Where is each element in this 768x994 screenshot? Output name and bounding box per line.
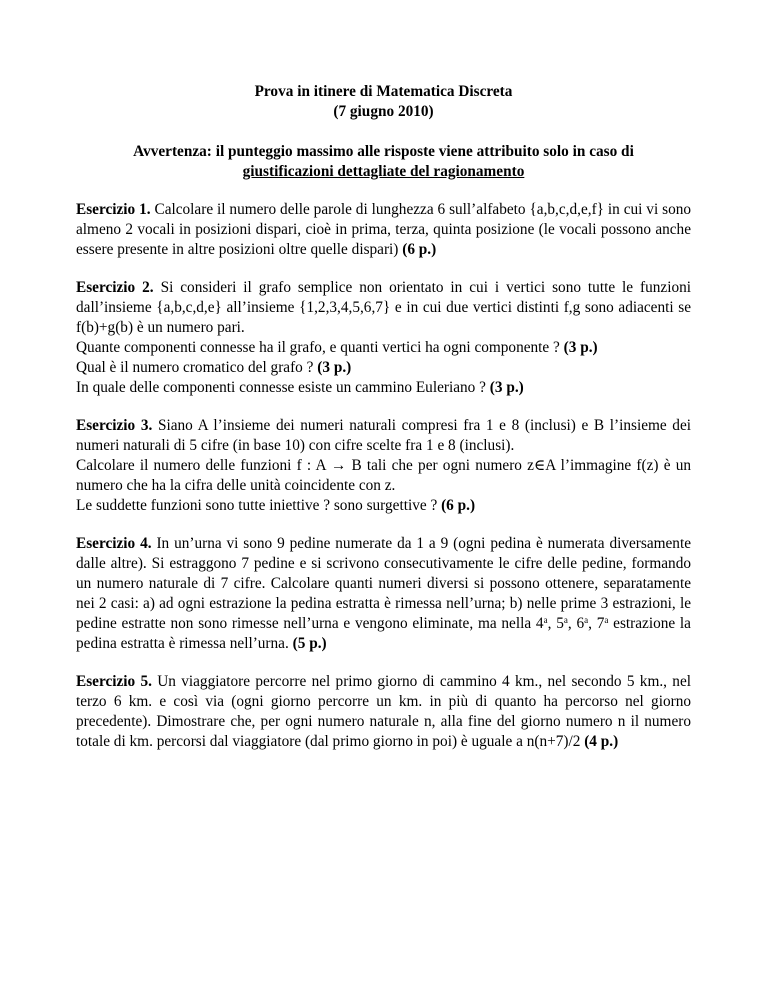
exercise-2-q2-text: Qual è il numero cromatico del grafo ? [76, 359, 314, 376]
exercise-4-text: In un’urna vi sono 9 pedine numerate da 1 a 9 (ogni pedina è numerata diversamente dalle altre). Si estraggono 7 pedine e si scrivono consecutivamente le cifre delle pedine, formando un numero naturale di 7 cifre. Calcolare quanti numeri diversi si possono ottenere, separatamente nei 2 casi: a) ad ogni estrazione la pedina estratta è rimessa nell’urna; b) nelle prime 3 estrazioni, le pedine estratte non sono rimesse nell’urna e vengono eliminate, ma nella [76, 535, 691, 632]
exercise-5 [76, 672, 691, 752]
warning-line-2: giustificazioni dettagliate del ragionamento [242, 163, 525, 180]
exercise-3-text: Siano A l’insieme dei numeri naturali compresi fra 1 e 8 (inclusi) e B l’insieme dei numeri naturali di 5 cifre (in base 10) con cifre scelte fra 1 e 8 (inclusi). [76, 417, 691, 454]
exercise-1-label: Esercizio 1. [76, 201, 151, 218]
ordinal-5: 5$^a$, [556, 615, 572, 632]
ordinal-4: 4$^a$, [535, 615, 552, 632]
exercise-2 [76, 278, 691, 398]
warning-notice [76, 142, 691, 182]
exercise-2-q3-text: In quale delle componenti connesse esiste un cammino Euleriano ? [76, 379, 486, 396]
exercise-5-points: (4 p.) [584, 733, 619, 750]
exercise-2-question-2 [76, 358, 691, 378]
exercise-3 [76, 416, 691, 516]
exercise-1-points: (6 p.) [402, 241, 437, 258]
exercise-3-text-2: Calcolare il numero delle funzioni f : A → B tali che per ogni numero z∈A l’immagine f(z) è un numero che ha la cifra delle unità coincidente con z. [76, 457, 691, 494]
exam-header [76, 82, 691, 122]
exercise-4 [76, 534, 691, 654]
exam-title: Prova in itinere di Matematica Discreta [254, 83, 513, 100]
exercise-4-tail: estrazione la pedina estratta è rimessa nell’urna. [76, 615, 691, 652]
exercise-2-q2-points: (3 p.) [317, 359, 352, 376]
exercise-5-text: Un viaggiatore percorre nel primo giorno di cammino 4 km., nel secondo 5 km., nel terzo 6 km. e così via (ogni giorno percorre un km. in più di quanto ha percorso nel giorno precedente). Dimostrare che, per ogni numero naturale n, alla fine del giorno numero n il numero totale di km. percorsi dal viaggiatore (dal primo giorno in poi) è uguale a n(n+7)/2 [76, 673, 691, 750]
exercise-2-label: Esercizio 2. [76, 279, 154, 296]
exercise-2-question-1 [76, 338, 691, 358]
ordinal-6: 6$^a$, [576, 615, 592, 632]
exercise-3-question [76, 496, 691, 516]
exercise-3-q-text: Le suddette funzioni sono tutte iniettive ? sono surgettive ? [76, 497, 438, 514]
exercise-2-q1-text: Quante componenti connesse ha il grafo, e quanti vertici ha ogni componente ? [76, 339, 560, 356]
exam-page [76, 82, 691, 752]
exam-date: (7 giugno 2010) [333, 103, 434, 120]
exercise-2-text: Si consideri il grafo semplice non orientato in cui i vertici sono tutte le funzioni dall’insieme {a,b,c,d,e} all’insieme {1,2,3,4,5,6,7} e in cui due vertici distinti f,g sono adiacenti se f(b)+g(b) è un numero pari. [76, 279, 692, 336]
exercise-2-question-3 [76, 378, 691, 398]
ordinal-7: 7$^a$ [596, 615, 609, 632]
exercise-2-q1-points: (3 p.) [563, 339, 598, 356]
exercise-5-label: Esercizio 5. [76, 673, 152, 690]
exercise-1-text: Calcolare il numero delle parole di lunghezza 6 sull’alfabeto {a,b,c,d,e,f} in cui vi sono almeno 2 vocali in posizioni dispari, cioè in prima, terza, quinta posizione (le vocali possono anche essere presente in altre posizioni oltre quelle dispari) [76, 201, 692, 258]
exercise-1 [76, 200, 691, 260]
exercise-3-label: Esercizio 3. [76, 417, 153, 434]
warning-line-1: Avvertenza: il punteggio massimo alle risposte viene attribuito solo in caso di [133, 143, 634, 160]
exercise-4-label: Esercizio 4. [76, 535, 152, 552]
exercise-4-points: (5 p.) [292, 635, 327, 652]
exercise-2-q3-points: (3 p.) [489, 379, 524, 396]
exercise-3-points: (6 p.) [441, 497, 476, 514]
